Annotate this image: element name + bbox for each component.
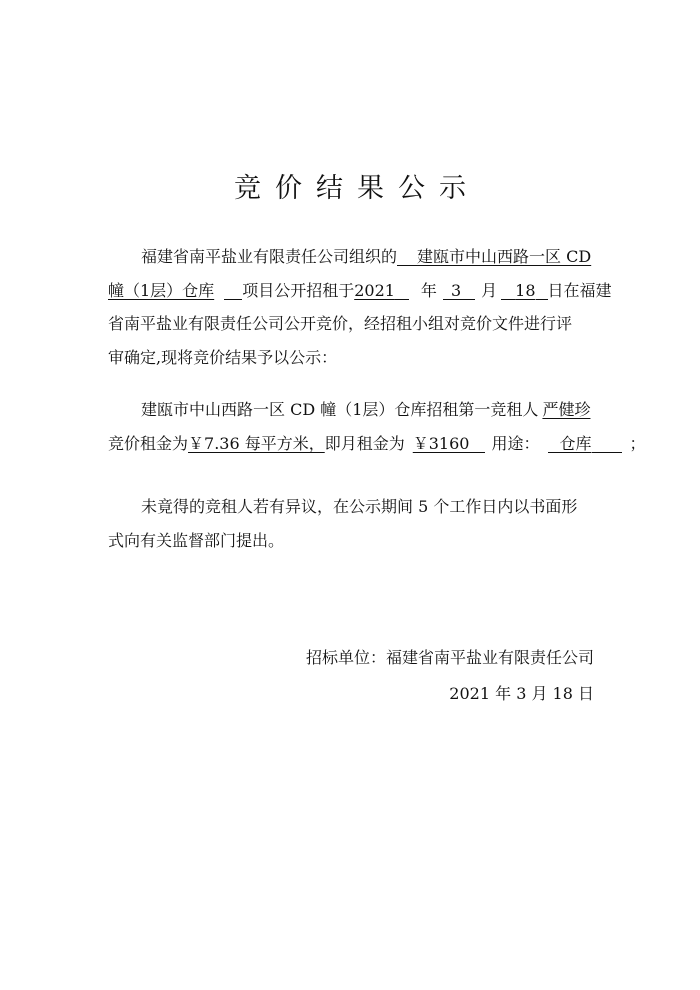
blank-underline — [536, 281, 548, 300]
project-name: 建瓯市中山西路一区 CD — [417, 247, 592, 266]
blank-underline — [461, 281, 475, 300]
paragraph-line — [108, 274, 612, 308]
paragraph-line: 式向有关监督部门提出。 — [108, 530, 285, 550]
page-title: 竞价结果公示 — [234, 173, 480, 204]
year-unit: 年 — [420, 280, 437, 300]
monthly-label: 即月租金为 — [324, 433, 405, 453]
paragraph-line: 审确定,现将竞价结果予以公示： — [108, 347, 338, 367]
blank-underline — [501, 281, 515, 300]
blank-underline — [592, 434, 622, 453]
blank-underline — [397, 247, 417, 266]
usage-value: 仓库 — [559, 433, 592, 453]
tender-month: 3 — [450, 280, 462, 300]
blank-underline — [224, 281, 242, 300]
result-paragraph — [108, 393, 646, 460]
paragraph-line — [108, 427, 646, 461]
tender-day: 18 — [515, 280, 536, 300]
objection-paragraph — [108, 490, 608, 557]
announcement-paragraph — [108, 240, 612, 374]
paragraph-line: 未竟得的竞租人若有异议，在公示期间 5 个工作日内以书面形 — [141, 497, 578, 516]
rent-value: ￥7.36 每平方米， — [188, 433, 325, 453]
intro-text: 福建省南平盐业有限责任公司组织的 — [141, 247, 398, 266]
monthly-value: ￥3160 — [412, 433, 470, 453]
tender-year: 2021 — [354, 280, 395, 300]
tender-unit: 招标单位：福建省南平盐业有限责任公司 — [305, 648, 594, 667]
rent-label: 竞价租金为 — [108, 433, 189, 453]
paragraph-line: 省南平盐业有限责任公司公开竞价，经招租小组对竞价文件进行评 — [108, 314, 573, 333]
project-text: 项目公开招租于 — [242, 280, 355, 300]
project-name-cont: 幢（1层）仓库 — [108, 280, 215, 300]
blank-underline — [548, 434, 560, 453]
usage-label: 用途： — [491, 433, 540, 453]
month-unit: 月 — [481, 280, 498, 300]
result-lead: 建瓯市中山西路一区 CD 幢（1层）仓库招租第一竞租人 — [141, 400, 539, 419]
paragraph-line — [108, 240, 608, 274]
paragraph-line — [108, 393, 608, 427]
day-unit-text: 日在福建 — [547, 280, 612, 300]
blank-underline — [395, 281, 409, 300]
winner-name: 严健珍 — [542, 400, 591, 419]
blank-underline — [443, 281, 451, 300]
blank-underline — [469, 434, 485, 453]
end-mark: ； — [629, 433, 646, 453]
signature-date: 2021 年 3 月 18 日 — [449, 684, 594, 703]
